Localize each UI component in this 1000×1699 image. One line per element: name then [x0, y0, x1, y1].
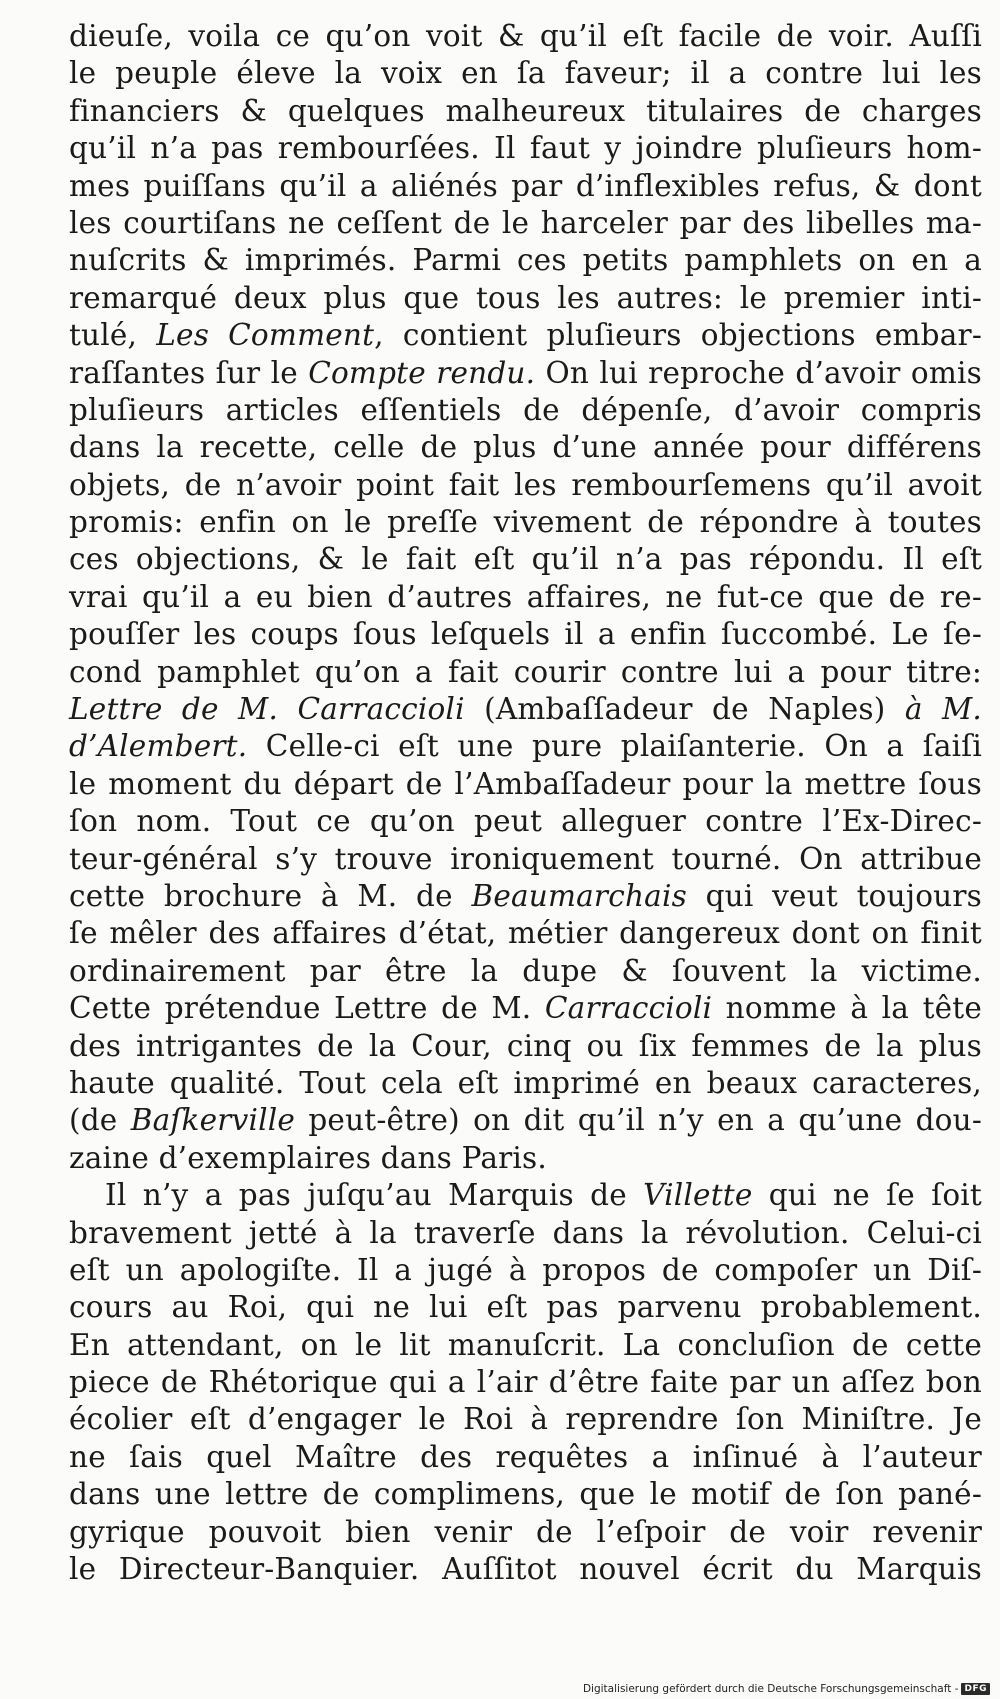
text-line — [69, 728, 982, 765]
text-segment: promis: enfin on le preſſe vivement de répondre à toutes — [69, 505, 982, 540]
text-line — [69, 168, 982, 205]
text-line — [69, 1514, 982, 1551]
text-segment: , contient pluſieurs objections embar- — [374, 318, 983, 353]
text-line — [69, 541, 982, 578]
text-segment: piece de Rhétorique qui a l’air d’être faite par un aſſez bon — [69, 1365, 982, 1400]
text-segment: qu’il n’a pas rembourſées. Il faut y joindre pluſieurs hom- — [69, 131, 982, 166]
text-line — [69, 504, 982, 541]
text-segment: pluſieurs articles eſſentiels de dépenſe, d’avoir compris — [69, 392, 982, 427]
text-segment: vrai qu’il a eu bien d’autres affaires, ne fut-ce que de re- — [69, 579, 982, 614]
text-segment: écolier eſt d’engager le Roi à reprendre ſon Miniſtre. Je — [69, 1402, 982, 1437]
text-line — [69, 766, 982, 803]
text-segment: pouſſer les coups ſous leſquels il a enfin ſuccombé. Le ſe- — [69, 617, 982, 652]
text-segment: Il n’y a pas juſqu’au Marquis de — [105, 1178, 644, 1213]
text-segment: cours au Roi, qui ne lui eſt pas parvenu probablement. — [69, 1290, 982, 1325]
text-line — [69, 93, 982, 130]
dfg-logo-icon: DFG — [961, 1683, 990, 1695]
text-segment: Cette prétendue Lettre de M. — [69, 991, 545, 1026]
text-line — [69, 1028, 982, 1065]
text-segment: haute qualité. Tout cela eſt imprimé en beaux caracteres, — [69, 1065, 982, 1100]
text-line — [69, 841, 982, 878]
text-line — [69, 1551, 982, 1588]
text-segment: cette brochure à M. de — [69, 878, 472, 913]
text-segment: qui veut toujours — [686, 878, 982, 913]
text-segment: ne ſais quel Maître des requêtes a inſinué à l’auteur — [69, 1439, 982, 1474]
text-line — [69, 616, 982, 653]
text-segment: teur-général s’y trouve ironiquement tourné. On attribue — [69, 841, 982, 876]
text-line — [69, 953, 982, 990]
text-segment: (de — [69, 1103, 131, 1138]
text-segment: dans une lettre de complimens, que le motif de ſon pané- — [69, 1477, 982, 1512]
text-segment: les courtiſans ne ceſſent de le harceler par des libelles ma- — [69, 205, 982, 240]
text-line — [69, 878, 982, 915]
text-segment: Celle-ci eſt une pure plaiſanterie. On a ſaiſi — [247, 729, 982, 764]
text-segment: bravement jetté à la traverſe dans la révolution. Celui-ci — [69, 1215, 982, 1250]
text-line — [69, 55, 982, 92]
text-line — [69, 1140, 982, 1177]
text-segment: cond pamphlet qu’on a fait courir contre lui a pour titre: — [69, 654, 982, 689]
text-segment: nomme à la tête — [712, 991, 982, 1026]
text-segment: raſſantes ſur le — [69, 355, 309, 390]
text-segment: ordinairement par être la dupe & ſouvent la victime. — [69, 953, 982, 988]
italic-text-segment: à M. — [904, 692, 983, 727]
text-line — [69, 915, 982, 952]
text-line — [69, 130, 982, 167]
text-line — [69, 1289, 982, 1326]
text-segment: dans la recette, celle de plus d’une année pour différens — [69, 430, 982, 465]
digitization-credit — [583, 1683, 990, 1695]
text-segment: ces objections, & le fait eſt qu’il n’a pas répondu. Il eſt — [69, 542, 982, 577]
credit-text: Digitalisierung gefördert durch die Deutsche Forschungsgemeinschaft - — [582, 1683, 959, 1695]
text-line — [69, 1252, 982, 1289]
text-segment: le Directeur-Banquier. Auſſitot nouvel écrit du Marquis — [69, 1552, 982, 1587]
text-segment: mes puiſſans qu’il a aliénés par d’inflexibles refus, & dont — [69, 168, 982, 203]
italic-text-segment: Lettre de M. Carraccioli — [69, 692, 465, 727]
italic-text-segment: d’Alembert. — [69, 729, 248, 764]
text-line — [69, 392, 982, 429]
text-line — [69, 1102, 982, 1139]
text-segment: peut-être) on dit qu’il n’y en a qu’une dou- — [295, 1103, 983, 1138]
text-segment: ſon nom. Tout ce qu’on peut alleguer contre l’Ex-Direc- — [69, 804, 982, 839]
text-segment: tulé, — [69, 318, 157, 353]
text-line — [69, 355, 982, 392]
text-line — [69, 242, 982, 279]
text-line — [69, 691, 982, 728]
text-segment: (Ambaſſadeur de Naples) — [464, 692, 905, 727]
text-segment: le moment du départ de l’Ambaſſadeur pour la mettre ſous — [69, 766, 982, 801]
text-line — [69, 579, 982, 616]
text-segment: qui ne ſe ſoit — [752, 1178, 982, 1213]
text-line — [69, 1476, 982, 1513]
italic-text-segment: Carraccioli — [544, 991, 713, 1026]
text-line — [69, 18, 982, 55]
text-segment: des intrigantes de la Cour, cinq ou ſix femmes de la plus — [69, 1028, 982, 1063]
text-segment: eſt un apologiſte. Il a jugé à propos de compoſer un Diſ- — [69, 1252, 982, 1287]
italic-text-segment: Villette — [643, 1178, 753, 1213]
text-line — [69, 1215, 982, 1252]
italic-text-segment: Compte rendu. — [308, 355, 536, 390]
text-line — [69, 205, 982, 242]
text-segment: dieuſe, voila ce qu’on voit & qu’il eſt facile de voir. Auſſi — [69, 19, 982, 53]
text-line — [69, 1327, 982, 1364]
page-body-text — [69, 18, 982, 1588]
text-line — [69, 1439, 982, 1476]
text-line — [69, 990, 982, 1027]
text-segment: En attendant, on le lit manuſcrit. La concluſion de cette — [69, 1327, 982, 1362]
text-segment: le peuple éleve la voix en ſa faveur; il a contre lui les — [69, 56, 982, 91]
text-segment: financiers & quelques malheureux titulaires de charges — [69, 93, 982, 128]
text-segment: objets, de n’avoir point fait les rembourſemens qu’il avoit — [69, 467, 982, 502]
italic-text-segment: Les Comment — [156, 318, 375, 353]
text-line — [69, 1177, 982, 1214]
text-segment: zaine d’exemplaires dans Paris. — [69, 1140, 547, 1175]
text-segment: remarqué deux plus que tous les autres: le premier inti- — [69, 280, 982, 315]
italic-text-segment: Baſkerville — [130, 1103, 296, 1138]
text-line — [69, 1364, 982, 1401]
text-segment: gyrique pouvoit bien venir de l’eſpoir de voir revenir — [69, 1514, 982, 1549]
text-segment: ſe mêler des affaires d’état, métier dangereux dont on finit — [69, 916, 982, 951]
text-line — [69, 803, 982, 840]
text-line — [69, 317, 982, 354]
text-segment: nuſcrits & imprimés. Parmi ces petits pamphlets on en a — [69, 243, 982, 278]
text-line — [69, 429, 982, 466]
text-line — [69, 467, 982, 504]
text-line — [69, 1401, 982, 1438]
italic-text-segment: Beaumarchais — [471, 878, 687, 913]
text-line — [69, 280, 982, 317]
text-line — [69, 654, 982, 691]
text-line — [69, 1065, 982, 1102]
text-segment: On lui reproche d’avoir omis — [535, 355, 982, 390]
